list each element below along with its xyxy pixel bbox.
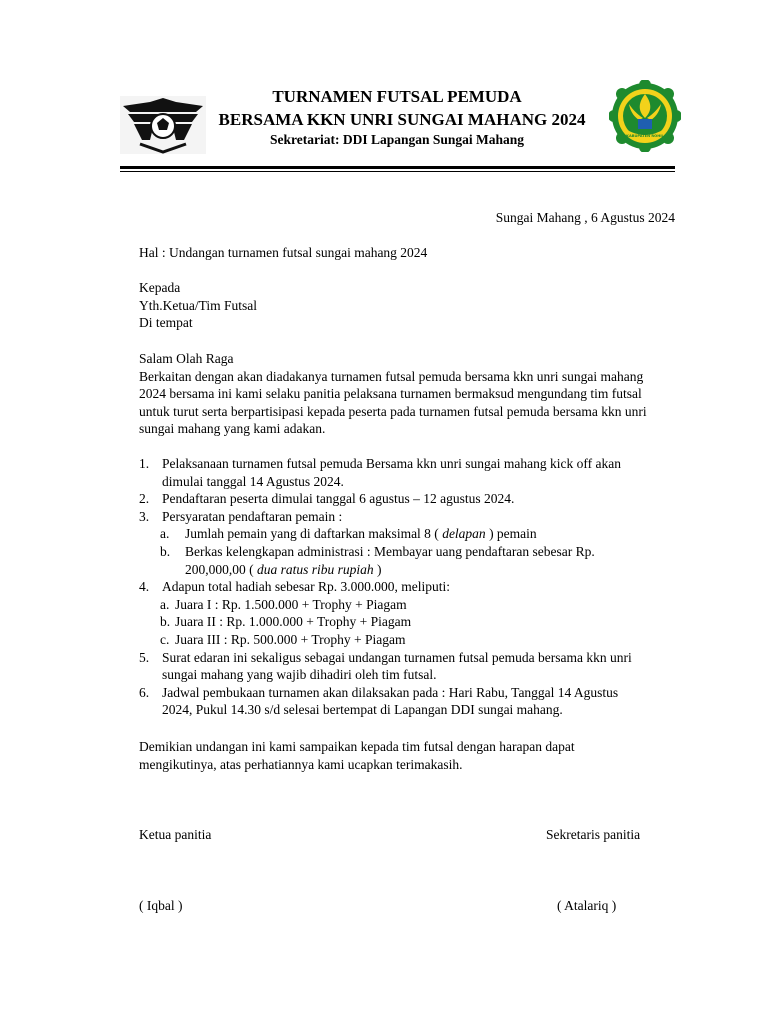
closing-line: mengikutinya, atas perhatiannya kami ucapkan terimakasih. <box>139 756 463 772</box>
regency-emblem-icon <box>609 80 681 152</box>
list-number: 3. <box>139 508 150 524</box>
intro-line: sungai mahang yang kami adakan. <box>139 421 326 437</box>
sub-list-text-part: ) <box>373 561 382 577</box>
sub-list-text-italic: dua ratus ribu rupiah <box>257 561 374 577</box>
list-text: Jadwal pembukaan turnamen akan dilaksakan pada : Hari Rabu, Tanggal 14 Agustus <box>162 684 619 700</box>
list-text: Pendaftaran peserta dimulai tanggal 6 agustus – 12 agustus 2024. <box>162 491 515 507</box>
intro-line: Berkaitan dengan akan diadakanya turnamen futsal pemuda bersama kkn unri sungai mahang <box>139 368 644 384</box>
closing-line: Demikian undangan ini kami sampaikan kepada tim futsal dengan harapan dapat <box>139 739 575 754</box>
intro-block <box>139 350 679 438</box>
letter-subject: Hal : Undangan turnamen futsal sungai mahang 2024 <box>139 245 428 260</box>
sub-list-letter: a. <box>160 526 170 542</box>
greeting: Salam Olah Raga <box>139 351 234 366</box>
sub-list-text-part: 200,000,00 ( <box>185 561 257 577</box>
intro-line: untuk turut serta berpartisipasi kepada peserta pada turnamen futsal pemuda bersama kkn unri <box>139 403 647 419</box>
list-text: Pelaksanaan turnamen futsal pemuda Bersama kkn unri sungai mahang kick off akan <box>162 456 621 471</box>
list-text: sungai mahang yang wajib dihadiri oleh tim futsal. <box>162 667 437 683</box>
intro-line: 2024 bersama ini kami selaku panitia pelaksana turnamen bermaksud mengundang tim futsal <box>139 386 642 402</box>
list-item <box>139 508 679 526</box>
list-text: Persyaratan pendaftaran pemain : <box>162 508 343 524</box>
recipient-line: Di tempat <box>139 315 193 331</box>
sub-list-text <box>185 561 382 579</box>
sub-list-text-part: ) pemain <box>485 526 537 542</box>
list-item-continued <box>139 666 679 684</box>
list-item <box>139 455 679 473</box>
sub-list-text <box>185 525 537 543</box>
list-text: Adapun total hadiah sebesar Rp. 3.000.000, meliputi: <box>162 579 450 595</box>
sub-list-text: Juara II : Rp. 1.000.000 + Trophy + Piagam <box>175 614 412 630</box>
sub-list-item-continued <box>139 561 679 579</box>
header-secretariat: Sekretariat: DDI Lapangan Sungai Mahang <box>269 132 525 147</box>
list-item <box>139 684 679 702</box>
list-number: 5. <box>139 649 150 665</box>
list-item <box>139 490 679 508</box>
list-item-continued <box>139 473 679 491</box>
recipient-line: Yth.Ketua/Tim Futsal <box>139 297 258 313</box>
list-number: 1. <box>139 456 150 471</box>
list-item <box>139 649 679 667</box>
list-number: 2. <box>139 491 150 507</box>
header-title-line1: TURNAMEN FUTSAL PEMUDA <box>272 87 522 106</box>
sub-list-text: Juara III : Rp. 500.000 + Trophy + Piagam <box>175 631 406 647</box>
sub-list-text: Berkas kelengkapan administrasi : Membayar uang pendaftaran sebesar Rp. <box>185 543 595 559</box>
letter-date: Sungai Mahang , 6 Agustus 2024 <box>495 210 675 225</box>
sub-list-item <box>139 543 679 561</box>
list-number: 6. <box>139 684 150 700</box>
signature-name-chair: ( Iqbal ) <box>139 898 183 913</box>
list-text: 2024, Pukul 14.30 s/d selesai bertempat di Lapangan DDI sungai mahang. <box>162 702 563 718</box>
sub-list-item <box>139 525 679 543</box>
list-text: dimulai tanggal 14 Agustus 2024. <box>162 473 344 489</box>
closing-block <box>139 738 679 773</box>
letterhead-rule-thin <box>120 171 675 172</box>
sub-list-text-part: Jumlah pemain yang di daftarkan maksimal 8 ( <box>185 526 443 542</box>
list-number: 4. <box>139 579 150 595</box>
sub-list-item <box>139 596 679 614</box>
recipient-block <box>139 279 679 332</box>
sub-list-letter: c. <box>160 631 170 647</box>
terms-list <box>139 455 679 719</box>
sub-list-letter: a. <box>160 596 170 612</box>
sub-list-letter: b. <box>160 614 171 630</box>
recipient-line: Kepada <box>139 280 181 295</box>
list-item <box>139 578 679 596</box>
header-title-line2: BERSAMA KKN UNRI SUNGAI MAHANG 2024 <box>218 110 586 129</box>
sub-list-item <box>139 631 679 649</box>
signature-title-secretary: Sekretaris panitia <box>546 827 641 842</box>
sub-list-item <box>139 613 679 631</box>
letterhead-rule-thick <box>120 166 675 169</box>
signature-title-chair: Ketua panitia <box>139 827 212 842</box>
signature-name-secretary: ( Atalariq ) <box>557 898 617 913</box>
list-item-continued <box>139 701 679 719</box>
sub-list-letter: b. <box>160 543 171 559</box>
emblem-ribbon-text: KABUPATEN ROHIL <box>626 134 664 138</box>
sub-list-text: Juara I : Rp. 1.500.000 + Trophy + Piagam <box>175 596 407 612</box>
sub-list-text-italic: delapan <box>442 526 486 542</box>
list-text: Surat edaran ini sekaligus sebagai undangan turnamen futsal pemuda bersama kkn unri <box>162 649 632 665</box>
